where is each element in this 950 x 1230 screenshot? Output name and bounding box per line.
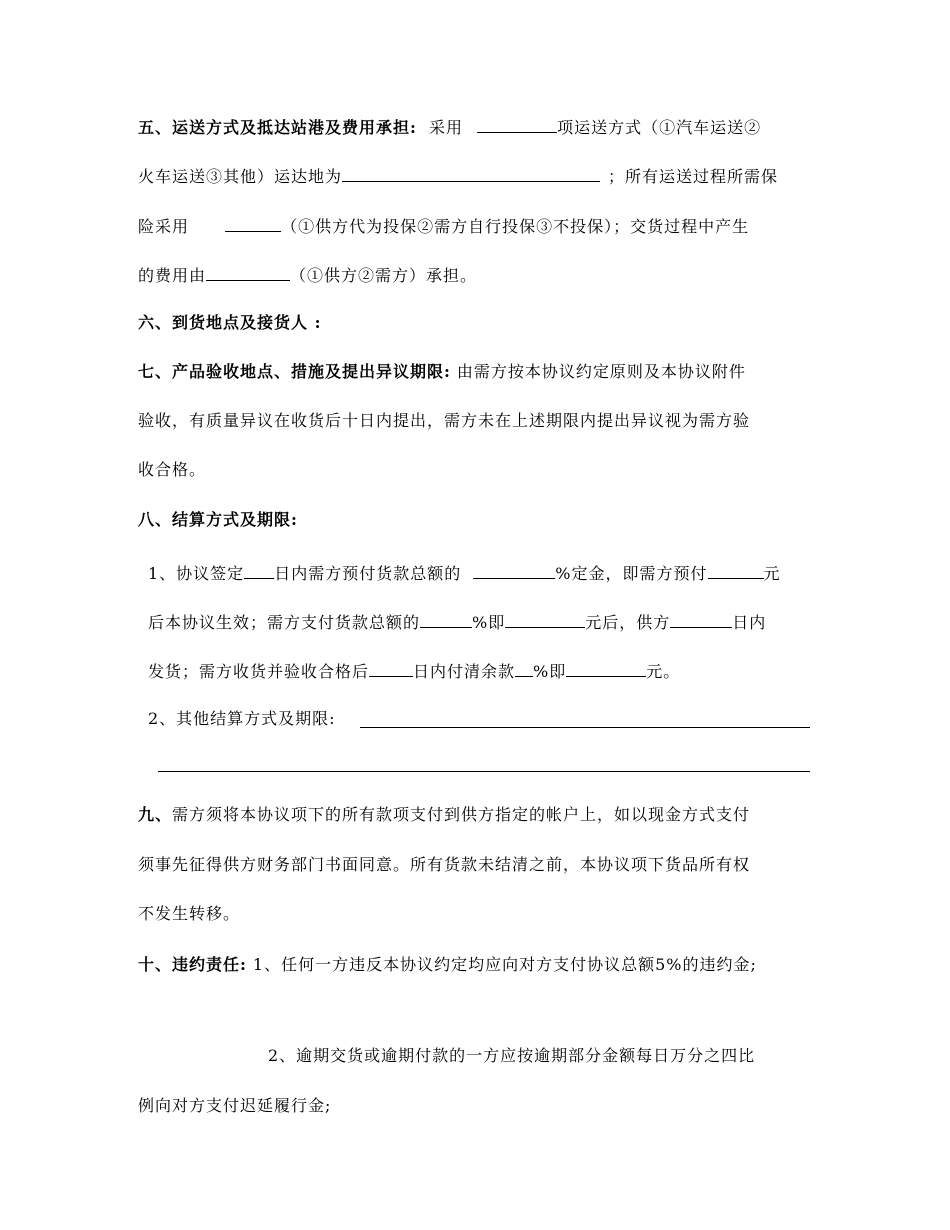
s5-text: ；所有运送过程所需保 [608,167,779,186]
s8-item1-line-1 [148,561,781,584]
s8-text: 元后，供方 [585,613,671,632]
balance-percent-blank[interactable] [515,659,533,677]
s7-line-3: 收合格。 [138,460,207,479]
s8-item2: 2、其他结算方式及期限: [148,709,336,728]
other-settlement-blank[interactable] [360,727,810,728]
s8-text: 元。 [646,662,681,681]
s9-text: 需方须将本协议项下的所有款项支付到供方指定的帐户上，如以现金方式支付 [172,805,751,824]
s10-title: 十、违约责任: [138,955,247,974]
fee-bearer-blank[interactable] [206,263,290,281]
destination-blank[interactable] [342,164,600,182]
s10-text: 1、任何一方违反本协议约定均应向对方支付协议总额5%的违约金; [252,955,757,974]
s8-text: %即 [472,613,506,632]
s5-text: 项运送方式（①汽车运送② [557,118,762,137]
transport-method-blank[interactable] [477,115,557,133]
s8-text: 元 [763,564,781,583]
s5-line-4 [138,263,477,286]
balance-days-blank[interactable] [369,659,413,677]
s9-line-1 [138,805,750,825]
s7-line-1 [138,362,746,382]
s9-title: 九、 [138,805,173,824]
prepay-amount-blank[interactable] [708,561,764,579]
s8-item1-line-3 [148,659,680,682]
s5-text: （①供方②需方）承担。 [290,266,478,285]
s5-line-2 [138,164,778,187]
s8-text: %即 [533,662,567,681]
s8-title: 八、结算方式及期限: [138,510,298,529]
delivery-days-blank[interactable] [670,610,732,628]
s8-text: 后本协议生效；需方支付货款总额的 [148,613,421,632]
s5-text: 的费用由 [138,266,207,285]
s6-title: 六、到货地点及接货人 : [138,313,322,332]
s10-line-2: 2、逾期交货或逾期付款的一方应按逾期部分金额每日万分之四比 [268,1046,756,1065]
s5-line-3 [138,214,749,237]
s8-text: 日内付清余款 [413,662,516,681]
s5-text: 险采用 [138,217,190,236]
payment-percent-blank[interactable] [420,610,472,628]
deposit-percent-blank[interactable] [473,561,555,579]
sign-days-blank[interactable] [244,561,274,579]
payment-amount-blank[interactable] [505,610,585,628]
s9-line-3: 不发生转移。 [138,904,241,923]
s7-text: 由需方按本协议约定原则及本协议附件 [456,362,746,381]
s5-text: 采用 [429,118,464,137]
s5-text: （①供方代为投保②需方自行投保③不投保）；交货过程中产生 [281,217,750,236]
s10-line-1 [138,955,757,975]
s10-line-3: 例向对方支付迟延履行金; [138,1096,332,1115]
s8-text: 发货；需方收货并验收合格后 [148,662,370,681]
s8-text: 日内需方预付货款总额的 [274,564,462,583]
other-settlement-blank-2[interactable] [158,771,810,772]
s8-text: %定金，即需方预付 [555,564,708,583]
s5-title: 五、运送方式及抵达站港及费用承担: [138,118,417,137]
s5-text: 火车运送③其他）运达地为 [138,167,343,186]
s5-line-1 [138,115,761,138]
s7-line-2: 验收，有质量异议在收货后十日内提出，需方未在上述期限内提出异议视为需方验 [138,411,751,430]
s8-text: 日内 [732,613,767,632]
s8-item1-line-2 [148,610,766,633]
s9-line-2: 须事先征得供方财务部门书面同意。所有货款未结清之前，本协议项下货品所有权 [138,855,751,874]
s7-title: 七、产品验收地点、措施及提出异议期限: [138,362,451,381]
insurance-blank[interactable] [225,214,281,232]
balance-amount-blank[interactable] [566,659,646,677]
s8-text: 1、协议签定 [148,564,245,583]
